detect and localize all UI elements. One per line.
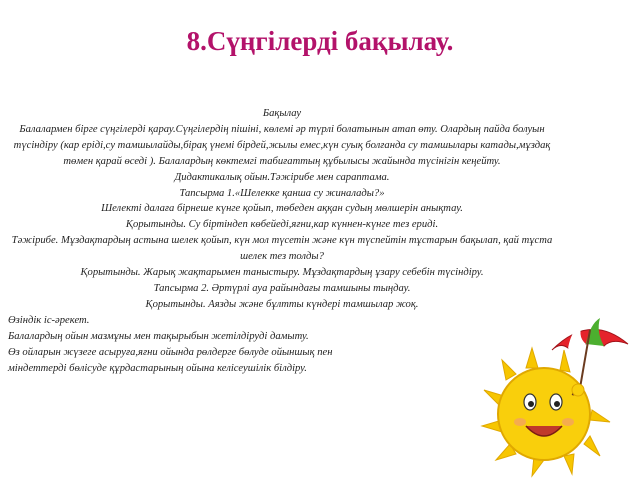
- text-line-heading: Бақылау: [262, 108, 302, 119]
- text-line-activity-2: Өз ойларын жүзеге асыруға,яғни ойында рөлдерге бөлуде ойыншық пен: [8, 346, 333, 358]
- text-line-game: Дидактикалық ойын.Тәжірибе мен сараптама.: [174, 171, 390, 183]
- text-line-conclusion-2: Қорытынды. Жарық жақтарымен таныстыру. Мұздақтардың ұзару себебін түсіндіру.: [80, 267, 484, 279]
- text-line-activity-3: міндеттерді бөлісуде құрдастарының ойына келісеушілік білдіру.: [8, 362, 307, 374]
- text-line-conclusion-1: Қорытынды. Су біртіндеп көбейеді,яғни,кар күннен-күнге тез ериді.: [125, 219, 439, 231]
- text-line-activity-1: Балалардың ойын мазмұны мен тақырыбын жетілдіруді дамыту.: [8, 330, 309, 342]
- text-line-activity: Өзіндік іс-әрекет.: [8, 314, 90, 326]
- sun-with-umbrella-icon: [472, 310, 632, 480]
- text-line-task-2: Тапсырма 2. Әртүрлі ауа райындағы тамшыны тыңдау.: [153, 282, 411, 294]
- text-paragraph-intro: Балалармен бірге сүңгілерді қарау.Сүңгілердің пішіні, көлемі әр түрлі болатынын атап өту. Олардың пайда болуын түсіндіру (кар еріді,су тамшылайды,бірақ үнемі бірдей,жылы емес,күн суық болғанда су тамшылары катады,мұздақ төмен қарай өседі ). Балалардың көктемгі табиғаттың құбылысы жайында түсінігін кеңейту.: [13, 123, 551, 167]
- text-line-conclusion-3: Қорытынды. Аязды және бұлтты күндері тамшылар жоқ.: [145, 298, 419, 310]
- text-line-task-1: Тапсырма 1.«Шелекке қанша су жиналады?»: [179, 187, 385, 199]
- text-line-task-1-desc: Шелекті далаға бірнеше күнге қойып, төбеден аққан судың мөлшерін анықтау.: [101, 203, 463, 215]
- text-line-experiment: Тәжірибе. Мұздақтардың астына шелек қойып, күн мол түсетін және күн түспейтін тұстарын бақылап, қай тұста шелек тез толды?: [11, 235, 553, 263]
- slide-title: 8.Сүңгілерді бақылау.: [186, 26, 454, 56]
